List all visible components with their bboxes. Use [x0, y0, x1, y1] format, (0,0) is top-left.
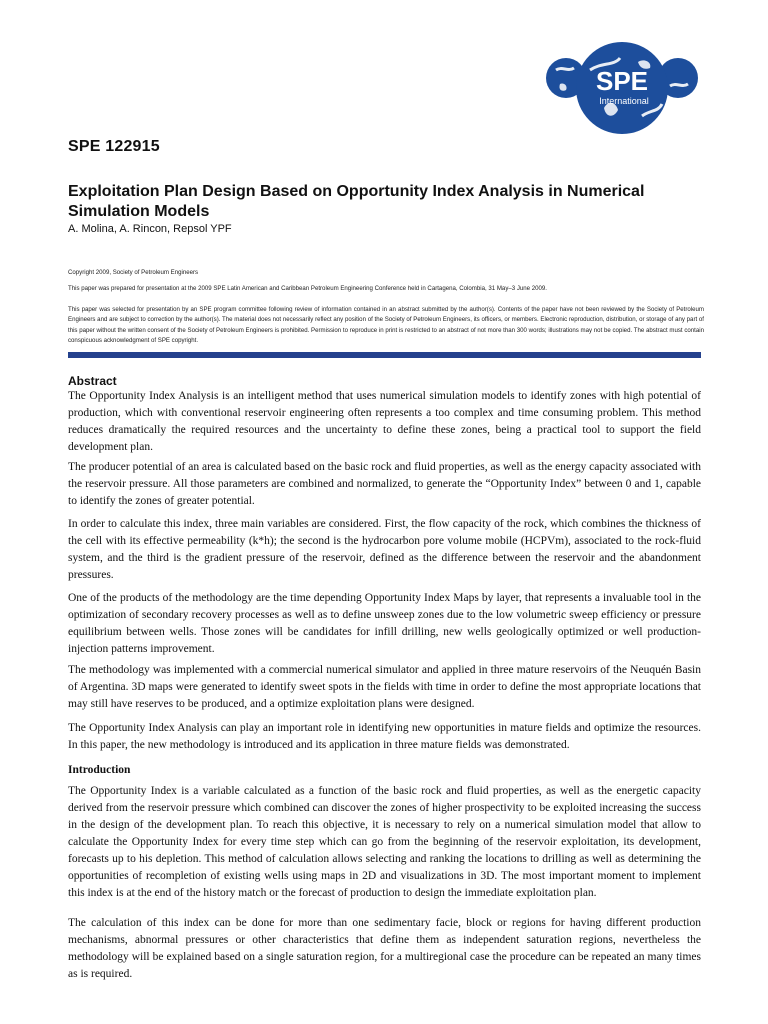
abstract-paragraph-4: One of the products of the methodology are the time depending Opportunity Index Maps by layer, that represents a invaluable tool in the optimization of secondary recovery processes as well as to define unsweep zones due to the low volumetric sweep efficiency or pressure equilibrium between wells. Those zones will be candidates for infill drilling, new wells geologically optimized or well production-injection patterns improvement.	[68, 592, 701, 655]
abstract-paragraph-3: In order to calculate this index, three main variables are considered. First, the flow capacity of the rock, which combines the thickness of the cell with its effective permeability (k*h); the second is the hydrocarbon pore volume mobile (HCPVm), associated to the rock-fluid system, and the third is the gradient pressure of the reservoir, defined as the difference between the reservoir and the abandonment pressures.	[68, 518, 701, 581]
abstract-heading: Abstract	[68, 374, 117, 388]
header-divider	[68, 352, 701, 358]
abstract-paragraph-1: The Opportunity Index Analysis is an intelligent method that uses numerical simulation models to identify zones with high potential of production, which with conventional reservoir engineering often represents a too complex and time consuming problem. This method reduces dramatically the required resources and the uncertainty to define these zones, being a practical tool to support the field development plan.	[68, 390, 701, 453]
copyright-notice: Copyright 2009, Society of Petroleum Engineers	[68, 269, 199, 276]
introduction-paragraph-1: The Opportunity Index is a variable calculated as a function of the basic rock and fluid properties, as well as the energetic capacity derived from the reservoir pressure which combined can discover the zones of higher prospectivity to be exploited increasing the success in the design of the development plan. To reach this objective, it is necessary to rely on a numerical simulation model that allow to calculate the Opportunity Index for every time step which can go from the beginning of the reservoir exploitation, its development, forecasts up to his depletion. This method of calculation allows selecting and ranking the locations to drilling as well as determining the opportunities of recompletion of existing wells using maps in 2D and visualizations in 3D. The most important moment to implement this index is at the end of the history match or the forecast of production to design the immediate exploitation plan.	[68, 785, 701, 899]
introduction-heading: Introduction	[68, 764, 131, 776]
abstract-paragraph-5: The methodology was implemented with a commercial numerical simulator and applied in three mature reservoirs of the Neuquén Basin of Argentina. 3D maps were generated to identify sweet spots in the fields with time in order to define the most appropriate locations that may still have reserves to be produced, and a optimize exploitation plans were designed.	[68, 664, 701, 710]
logo-spe-text: SPE	[595, 66, 649, 96]
spe-international-logo	[542, 40, 702, 136]
paper-authors: A. Molina, A. Rincon, Repsol YPF	[68, 223, 232, 235]
introduction-paragraph-2: The calculation of this index can be done for more than one sedimentary facie, block or regions for having different production mechanisms, abnormal pressures or other characteristics that define them as independent saturation regions, nevertheless the methodology will be explained based on a single saturation region, for a multiregional case the procedure can be repeated an many times as is required.	[68, 917, 701, 980]
abstract-paragraph-6: The Opportunity Index Analysis can play an important role in identifying new opportunities in mature fields and optimize the resources. In this paper, the new methodology is introduced and its application in three mature fields was demonstrated.	[68, 722, 701, 751]
presentation-notice: This paper was prepared for presentation at the 2009 SPE Latin American and Caribbean Petroleum Engineering Conference held in Cartagena, Colombia, 31 May–3 June 2009.	[68, 285, 547, 292]
logo-international-text: International	[599, 96, 649, 106]
abstract-paragraph-2: The producer potential of an area is calculated based on the basic rock and fluid properties, as well as the energy capacity associated with the reservoir pressure. All those parameters are combined and normalized, to generate the “Opportunity Index” between 0 and 1, capable to identify the zones of greater potential.	[68, 461, 701, 507]
paper-title: Exploitation Plan Design Based on Opportunity Index Analysis in Numerical Simulation Models	[68, 183, 645, 220]
selection-notice: This paper was selected for presentation by an SPE program committee following review of information contained in an abstract submitted by the author(s). Contents of the paper have not been reviewed by the Society of Petroleum Engineers and are subject to correction by the author(s). The material does not necessarily reflect any position of the Society of Petroleum Engineers, its officers, or members. Electronic reproduction, distribution, or storage of any part of this paper without the written consent of the Society of Petroleum Engineers is prohibited. Permission to reproduce in print is restricted to an abstract of not more than 300 words; illustrations may not be copied. The abstract must contain conspicuous acknowledgment of SPE copyright.	[68, 306, 704, 345]
spe-paper-number: SPE 122915	[68, 138, 160, 155]
